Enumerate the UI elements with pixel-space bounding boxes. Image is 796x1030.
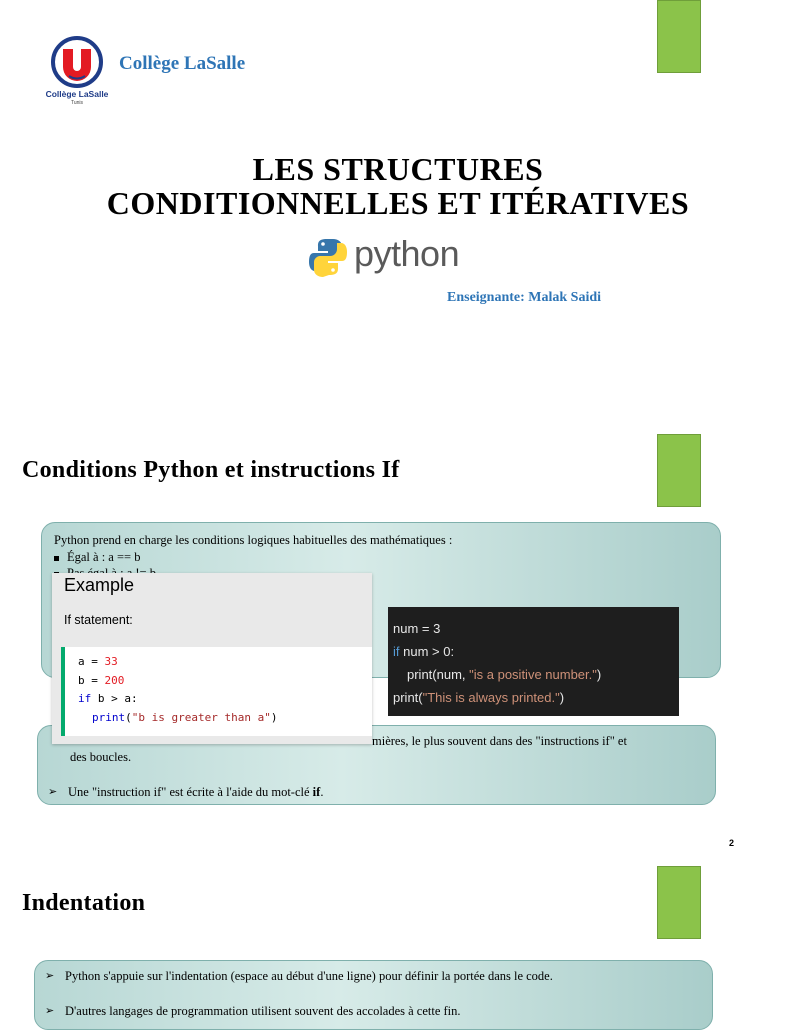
bottom-text-line1: mières, le plus souvent dans des "instructions if" et: [372, 734, 627, 748]
dark-code-block: [388, 607, 679, 716]
bullet-if-keyword: [48, 784, 323, 800]
indentation-bullet-1: [45, 968, 553, 984]
page-number: 2: [729, 838, 735, 848]
dark-code-line-4: print("This is always printed."): [393, 690, 565, 705]
dark-code-line-2: if num > 0:: [393, 644, 455, 659]
code-line-1: a = 33: [78, 655, 118, 668]
slide2-heading: Conditions Python et instructions If: [22, 457, 400, 483]
bullet-equal: [54, 550, 140, 565]
title-line-2: CONDITIONNELLES ET ITÉRATIVES: [106, 185, 690, 221]
slide-title: [0, 152, 796, 220]
if-keyword-text: Une "instruction if" est écrite à l'aide du mot-clé if.: [68, 785, 324, 799]
green-tab-slide1: [657, 0, 701, 73]
arrow-bullet-icon: ➢: [48, 786, 58, 798]
bottom-text-line1b: des boucles.: [70, 750, 132, 764]
title-line-1: LES STRUCTURES: [252, 151, 544, 187]
arrow-bullet-icon: ➢: [45, 970, 55, 982]
arrow-bullet-icon: ➢: [45, 1005, 55, 1017]
python-wordmark: python: [354, 233, 460, 274]
logo-emblem-icon: [40, 36, 114, 92]
indentation-bullet-2: [45, 1003, 461, 1019]
teacher-name: Enseignante: Malak Saidi: [447, 290, 602, 305]
indentation-line-1: Python s'appuie sur l'indentation (espace au début d'une ligne) pour définir la portée dans le code.: [65, 969, 553, 983]
bullet-not-equal: [54, 566, 156, 572]
example-subtitle: If statement:: [64, 613, 133, 627]
green-tab-slide2: [657, 434, 701, 507]
bullet-equal-text: Égal à : a == b: [67, 550, 141, 564]
square-bullet-icon: [54, 556, 59, 561]
example-code-block: [61, 647, 372, 736]
school-name: Collège LaSalle: [119, 53, 246, 74]
dark-code-line-3: print(num, "is a positive number."): [407, 667, 602, 682]
python-snake-icon: [308, 237, 348, 277]
green-tab-slide3: [657, 866, 701, 939]
code-line-4: print("b is greater than a"): [92, 710, 278, 724]
logo-name: Collège LaSalle: [45, 89, 109, 99]
dark-code-line-1: num = 3: [393, 621, 441, 636]
school-logo: [40, 36, 114, 108]
indentation-panel: [34, 960, 713, 1030]
slide3-heading: Indentation: [22, 890, 146, 916]
indentation-line-2: D'autres langages de programmation utilisent souvent des accolades à cette fin.: [65, 1004, 461, 1018]
python-logo: [308, 233, 468, 281]
example-card: [52, 573, 372, 744]
logo-city: Tunis: [70, 100, 84, 106]
example-title: Example: [64, 575, 135, 595]
code-line-3: if b > a:: [78, 692, 138, 705]
code-line-2: b = 200: [78, 673, 125, 687]
intro-text: Python prend en charge les conditions logiques habituelles des mathématiques :: [54, 533, 453, 547]
